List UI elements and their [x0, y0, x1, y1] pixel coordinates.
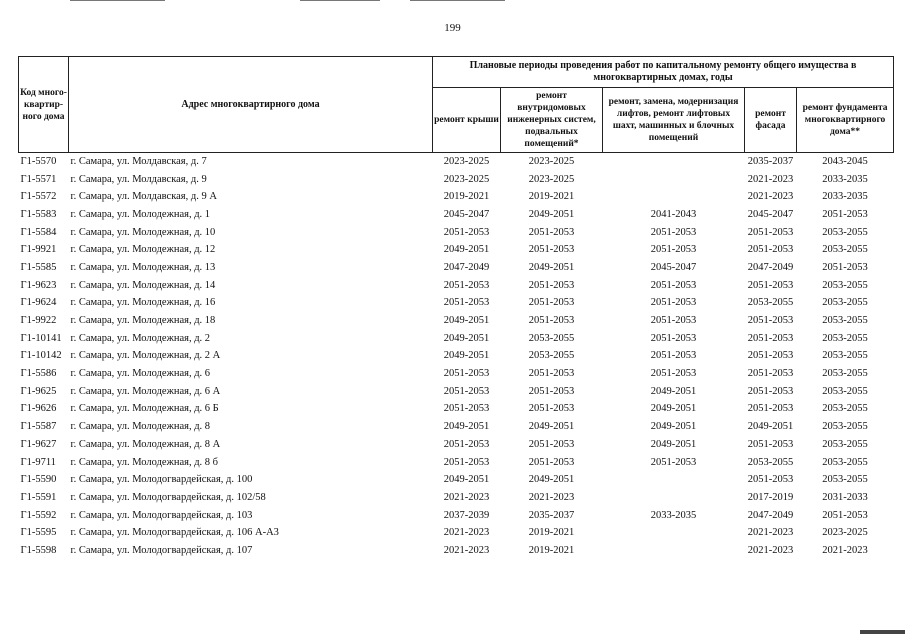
cell-engineering: 2021-2023 — [528, 491, 575, 503]
header-foundation: ремонт фундамента многоквартирного дома** — [797, 88, 894, 153]
cell-code: Г1-5587 — [20, 421, 57, 433]
cell-foundation: 2053-2055 — [822, 297, 868, 309]
cell-engineering: 2051-2053 — [528, 438, 575, 450]
cell-facade: 2021-2023 — [747, 173, 794, 185]
cell-elevators: 2045-2047 — [650, 261, 697, 273]
cell-elevators: 2051-2053 — [650, 244, 697, 256]
cell-facade: 2049-2051 — [747, 421, 794, 433]
cell-facade: 2021-2023 — [747, 191, 794, 203]
table-row — [19, 524, 894, 542]
cell-elevators: 2033-2035 — [650, 509, 697, 521]
cell-foundation: 2053-2055 — [822, 226, 868, 238]
cell-facade: 2051-2053 — [747, 315, 794, 327]
cell-code: Г1-5586 — [20, 368, 57, 380]
cell-address: г. Самара, ул. Молодежная, д. 6 — [70, 368, 211, 380]
cell-roof: 2051-2053 — [443, 297, 490, 309]
cell-facade: 2045-2047 — [747, 208, 794, 220]
capital-repair-schedule-table — [18, 56, 894, 560]
table-row — [19, 295, 894, 313]
cell-address: г. Самара, ул. Молодежная, д. 10 — [70, 226, 216, 238]
cell-elevators — [603, 171, 745, 189]
cell-code: Г1-9625 — [20, 385, 57, 397]
cell-facade: 2035-2037 — [747, 155, 794, 167]
header-address: Адрес многоквартирного дома — [69, 57, 433, 153]
cell-engineering: 2051-2053 — [528, 244, 575, 256]
cell-roof: 2037-2039 — [443, 509, 490, 521]
table-row — [19, 365, 894, 383]
table-body — [19, 153, 894, 560]
cell-roof: 2049-2051 — [443, 474, 490, 486]
cell-foundation: 2033-2035 — [822, 173, 868, 185]
cell-roof: 2049-2051 — [443, 350, 490, 362]
cell-facade: 2051-2053 — [747, 385, 794, 397]
cell-engineering: 2051-2053 — [528, 385, 575, 397]
cell-foundation: 2051-2053 — [822, 509, 868, 521]
cell-roof: 2045-2047 — [443, 208, 490, 220]
cell-facade: 2047-2049 — [747, 509, 794, 521]
cell-code: Г1-5598 — [20, 544, 57, 556]
table-row — [19, 542, 894, 560]
table-row — [19, 383, 894, 401]
cell-address: г. Самара, ул. Молдавская, д. 7 — [70, 155, 207, 167]
header-elevators: ремонт, замена, модернизация лифтов, ремонт лифтовых шахт, машинных и блочных помещений — [603, 88, 745, 153]
cell-elevators — [603, 542, 745, 560]
table-row — [19, 454, 894, 472]
header-engineering: ремонт внутридомовых инженерных систем, подвальных помещений* — [501, 88, 603, 153]
cell-facade: 2051-2053 — [747, 279, 794, 291]
cell-code: Г1-10142 — [20, 350, 62, 362]
cell-roof: 2051-2053 — [443, 456, 490, 468]
cell-engineering: 2051-2053 — [528, 403, 575, 415]
cell-code: Г1-9623 — [20, 279, 57, 291]
cell-address: г. Самара, ул. Молодежная, д. 14 — [70, 279, 216, 291]
table-row — [19, 206, 894, 224]
table-row — [19, 401, 894, 419]
cell-elevators: 2051-2053 — [650, 315, 697, 327]
cell-engineering: 2035-2037 — [528, 509, 575, 521]
cell-elevators — [603, 188, 745, 206]
cell-roof: 2051-2053 — [443, 403, 490, 415]
cell-engineering: 2051-2053 — [528, 226, 575, 238]
cell-engineering: 2051-2053 — [528, 368, 575, 380]
cell-foundation: 2023-2025 — [822, 527, 868, 539]
cell-roof: 2047-2049 — [443, 261, 490, 273]
cell-facade: 2051-2053 — [747, 350, 794, 362]
cell-foundation: 2053-2055 — [822, 456, 868, 468]
cell-roof: 2021-2023 — [443, 527, 490, 539]
cell-code: Г1-5590 — [20, 474, 57, 486]
cell-address: г. Самара, ул. Молодежная, д. 8 А — [70, 438, 221, 450]
cell-foundation: 2053-2055 — [822, 474, 868, 486]
cell-engineering: 2019-2021 — [528, 527, 575, 539]
cell-address: г. Самара, ул. Молодогвардейская, д. 100 — [70, 474, 253, 486]
cell-roof: 2049-2051 — [443, 244, 490, 256]
cell-facade: 2051-2053 — [747, 474, 794, 486]
cell-foundation: 2053-2055 — [822, 403, 868, 415]
cell-address: г. Самара, ул. Молодежная, д. 18 — [70, 315, 216, 327]
cell-code: Г1-5583 — [20, 208, 57, 220]
cell-facade: 2051-2053 — [747, 226, 794, 238]
cell-elevators: 2049-2051 — [650, 385, 697, 397]
cell-foundation: 2053-2055 — [822, 244, 868, 256]
table-row — [19, 436, 894, 454]
cell-engineering: 2023-2025 — [528, 155, 575, 167]
cell-elevators: 2041-2043 — [650, 208, 697, 220]
page-number: 199 — [444, 22, 461, 34]
cell-roof: 2051-2053 — [443, 279, 490, 291]
cell-foundation: 2031-2033 — [822, 491, 868, 503]
cell-elevators: 2049-2051 — [650, 421, 697, 433]
cell-code: Г1-5595 — [20, 527, 57, 539]
scan-edge-mark — [860, 630, 905, 634]
cell-engineering: 2051-2053 — [528, 279, 575, 291]
cell-engineering: 2051-2053 — [528, 456, 575, 468]
cell-roof: 2051-2053 — [443, 438, 490, 450]
cell-elevators: 2049-2051 — [650, 438, 697, 450]
cell-engineering: 2049-2051 — [528, 474, 575, 486]
cell-foundation: 2053-2055 — [822, 438, 868, 450]
table-row — [19, 507, 894, 525]
cell-code: Г1-9922 — [20, 315, 57, 327]
cell-elevators: 2051-2053 — [650, 368, 697, 380]
cell-engineering: 2051-2053 — [528, 297, 575, 309]
table-row — [19, 259, 894, 277]
cell-address: г. Самара, ул. Молодежная, д. 6 Б — [70, 403, 219, 415]
cell-foundation: 2053-2055 — [822, 368, 868, 380]
cell-code: Г1-10141 — [20, 332, 62, 344]
cell-address: г. Самара, ул. Молодежная, д. 1 — [70, 208, 211, 220]
table-row — [19, 489, 894, 507]
cell-address: г. Самара, ул. Молодогвардейская, д. 106 А-А3 — [70, 527, 279, 539]
header-roof: ремонт крыши — [433, 88, 501, 153]
cell-engineering: 2023-2025 — [528, 173, 575, 185]
cell-address: г. Самара, ул. Молодежная, д. 12 — [70, 244, 216, 256]
scan-edge-line — [300, 0, 380, 1]
cell-roof: 2021-2023 — [443, 491, 490, 503]
cell-facade: 2053-2055 — [747, 456, 794, 468]
cell-address: г. Самара, ул. Молодежная, д. 8 — [70, 421, 211, 433]
cell-engineering: 2049-2051 — [528, 421, 575, 433]
cell-engineering: 2053-2055 — [528, 332, 575, 344]
cell-facade: 2021-2023 — [747, 527, 794, 539]
cell-foundation: 2053-2055 — [822, 279, 868, 291]
table-row — [19, 312, 894, 330]
cell-foundation: 2051-2053 — [822, 208, 868, 220]
cell-code: Г1-9627 — [20, 438, 57, 450]
cell-address: г. Самара, ул. Молодежная, д. 2 А — [70, 350, 221, 362]
scan-edge-line — [410, 0, 505, 1]
cell-roof: 2051-2053 — [443, 368, 490, 380]
cell-address: г. Самара, ул. Молодогвардейская, д. 103 — [70, 509, 253, 521]
cell-elevators — [603, 153, 745, 171]
cell-facade: 2051-2053 — [747, 403, 794, 415]
table-row — [19, 471, 894, 489]
cell-roof: 2049-2051 — [443, 332, 490, 344]
cell-facade: 2051-2053 — [747, 438, 794, 450]
cell-facade: 2051-2053 — [747, 332, 794, 344]
table-row — [19, 330, 894, 348]
cell-foundation: 2021-2023 — [822, 544, 868, 556]
cell-code: Г1-5585 — [20, 261, 57, 273]
cell-address: г. Самара, ул. Молодежная, д. 6 А — [70, 385, 221, 397]
cell-engineering: 2019-2021 — [528, 544, 575, 556]
cell-code: Г1-5571 — [20, 173, 57, 185]
cell-address: г. Самара, ул. Молодежная, д. 2 — [70, 332, 211, 344]
cell-roof: 2019-2021 — [443, 191, 490, 203]
header-facade: ремонт фасада — [745, 88, 797, 153]
cell-foundation: 2053-2055 — [822, 385, 868, 397]
table-row — [19, 348, 894, 366]
cell-foundation: 2053-2055 — [822, 350, 868, 362]
cell-code: Г1-5572 — [20, 191, 57, 203]
cell-elevators — [603, 471, 745, 489]
scan-edge-line — [70, 0, 165, 1]
header-code: Код много-квартир-ного дома — [19, 57, 69, 153]
cell-elevators: 2051-2053 — [650, 456, 697, 468]
cell-roof: 2021-2023 — [443, 544, 490, 556]
table-row — [19, 171, 894, 189]
cell-facade: 2021-2023 — [747, 544, 794, 556]
cell-facade: 2053-2055 — [747, 297, 794, 309]
cell-code: Г1-5591 — [20, 491, 57, 503]
cell-roof: 2051-2053 — [443, 226, 490, 238]
cell-elevators — [603, 524, 745, 542]
cell-roof: 2023-2025 — [443, 155, 490, 167]
cell-foundation: 2043-2045 — [822, 155, 868, 167]
cell-address: г. Самара, ул. Молодежная, д. 16 — [70, 297, 216, 309]
cell-engineering: 2019-2021 — [528, 191, 575, 203]
table-row — [19, 153, 894, 171]
cell-elevators: 2051-2053 — [650, 350, 697, 362]
cell-elevators: 2051-2053 — [650, 279, 697, 291]
cell-elevators: 2051-2053 — [650, 226, 697, 238]
header-periods-group: Плановые периоды проведения работ по капитальному ремонту общего имущества в многоквартирных домах, годы — [433, 57, 894, 88]
cell-engineering: 2049-2051 — [528, 208, 575, 220]
cell-code: Г1-5592 — [20, 509, 57, 521]
cell-elevators — [603, 489, 745, 507]
cell-facade: 2051-2053 — [747, 244, 794, 256]
table-row — [19, 277, 894, 295]
table-row — [19, 224, 894, 242]
cell-foundation: 2033-2035 — [822, 191, 868, 203]
cell-elevators: 2051-2053 — [650, 297, 697, 309]
cell-engineering: 2053-2055 — [528, 350, 575, 362]
cell-facade: 2051-2053 — [747, 368, 794, 380]
cell-code: Г1-9624 — [20, 297, 57, 309]
cell-address: г. Самара, ул. Молодогвардейская, д. 102/58 — [70, 491, 266, 503]
cell-roof: 2049-2051 — [443, 315, 490, 327]
cell-facade: 2047-2049 — [747, 261, 794, 273]
table-row — [19, 188, 894, 206]
cell-elevators: 2049-2051 — [650, 403, 697, 415]
cell-foundation: 2053-2055 — [822, 421, 868, 433]
cell-code: Г1-9711 — [20, 456, 56, 468]
cell-engineering: 2049-2051 — [528, 261, 575, 273]
cell-address: г. Самара, ул. Молодежная, д. 13 — [70, 261, 216, 273]
cell-engineering: 2051-2053 — [528, 315, 575, 327]
cell-address: г. Самара, ул. Молдавская, д. 9 — [70, 173, 207, 185]
table-row — [19, 241, 894, 259]
cell-code: Г1-5570 — [20, 155, 57, 167]
cell-code: Г1-9626 — [20, 403, 57, 415]
cell-foundation: 2053-2055 — [822, 315, 868, 327]
cell-facade: 2017-2019 — [747, 491, 794, 503]
cell-address: г. Самара, ул. Молодежная, д. 8 б — [70, 456, 219, 468]
cell-foundation: 2053-2055 — [822, 332, 868, 344]
cell-address: г. Самара, ул. Молодогвардейская, д. 107 — [70, 544, 253, 556]
cell-roof: 2049-2051 — [443, 421, 490, 433]
table-row — [19, 418, 894, 436]
cell-address: г. Самара, ул. Молдавская, д. 9 А — [70, 191, 217, 203]
cell-code: Г1-5584 — [20, 226, 57, 238]
cell-roof: 2051-2053 — [443, 385, 490, 397]
cell-code: Г1-9921 — [20, 244, 57, 256]
cell-foundation: 2051-2053 — [822, 261, 868, 273]
cell-elevators: 2051-2053 — [650, 332, 697, 344]
cell-roof: 2023-2025 — [443, 173, 490, 185]
